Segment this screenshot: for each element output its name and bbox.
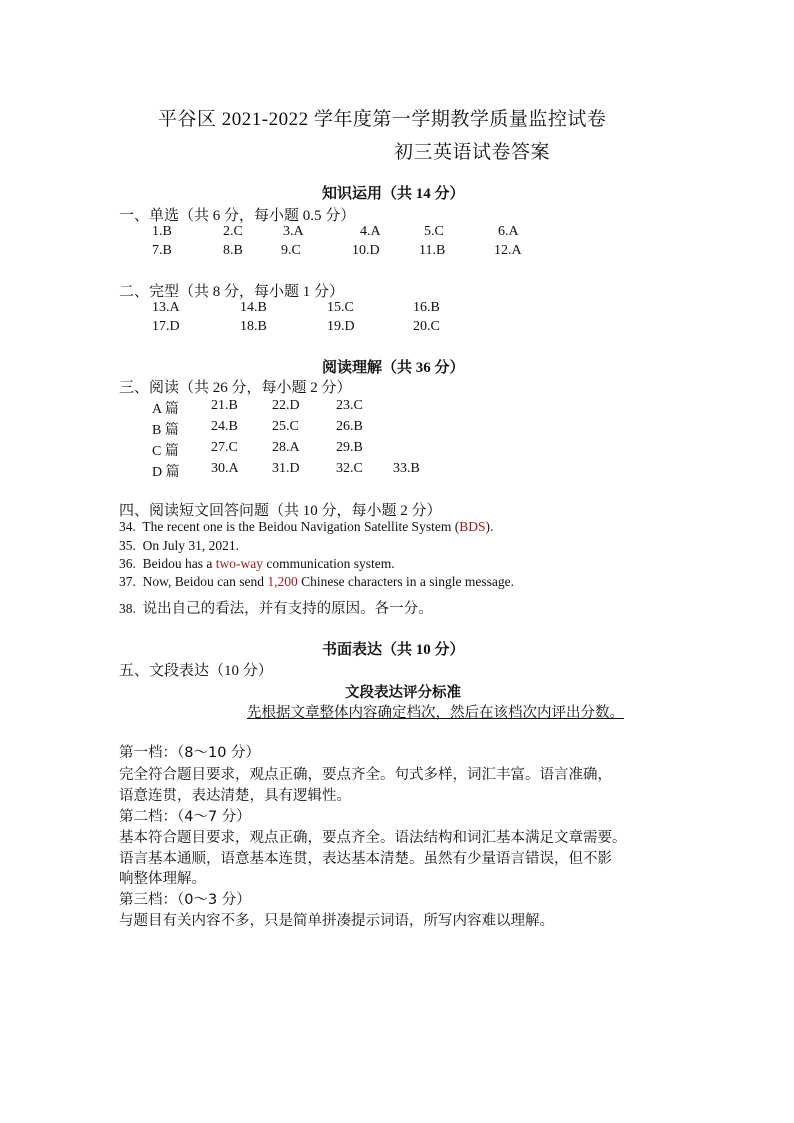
part2-answer-row-1 [0, 300, 794, 320]
answer: 4.A [360, 224, 381, 239]
scoring-standard-note: 先根据文章整体内容确定档次，然后在该档次内评出分数。 [247, 705, 624, 721]
answer: 26.B [336, 419, 363, 434]
part5-heading: 五、文段表达（10 分） [119, 663, 273, 679]
answer: 20.C [413, 319, 440, 334]
answer: 10.D [352, 243, 380, 258]
part2-heading: 二、完型（共 8 分，每小题 1 分） [119, 284, 345, 300]
answer-text: The recent one is the Beidou Navigation Satellite System ( [142, 519, 460, 534]
answer: 28.A [272, 440, 300, 455]
highlight-text: BDS [459, 519, 486, 534]
answer-text: Chinese characters in a single message. [297, 574, 515, 589]
answer: 18.B [240, 319, 267, 334]
answer: 9.C [281, 243, 301, 258]
question-number: 36. [119, 556, 136, 571]
answer-text: 说出自己的看法，并有支持的原因。各一分。 [142, 601, 433, 617]
answer: 24.B [211, 419, 238, 434]
answer-text: Beidou has a [142, 556, 216, 571]
answer-text: On July 31, 2021. [142, 538, 240, 553]
answer: 25.C [272, 419, 299, 434]
highlight-text: 1,200 [267, 574, 298, 589]
answer: 31.D [272, 461, 300, 476]
highlight-text: two-way [215, 556, 263, 571]
answer: 22.D [272, 398, 300, 413]
answer: 17.D [152, 319, 180, 334]
level2-line2: 语言基本通顺，语意基本连贯，表达基本清楚。虽然有少量语言错误，但不影 [119, 851, 612, 867]
level3-title: 第三档：（0～3 分） [119, 892, 251, 908]
answer: 27.C [211, 440, 238, 455]
question-number: 38. [119, 601, 136, 616]
answer-text: ). [485, 519, 494, 534]
part3-row-d [0, 461, 794, 481]
question-number: 34. [119, 519, 136, 534]
part3-heading: 三、阅读（共 26 分，每小题 2 分） [119, 380, 352, 396]
part1-answer-row-1 [0, 224, 794, 244]
passage-label: A 篇 [152, 402, 179, 417]
answer: 30.A [211, 461, 239, 476]
answer: 33.B [393, 461, 420, 476]
section-heading-knowledge: 知识运用（共 14 分） [322, 186, 465, 202]
level1-line1: 完全符合题目要求，观点正确，要点齐全。句式多样，词汇丰富。语言准确， [119, 767, 612, 783]
answer: 6.A [498, 224, 519, 239]
answer: 21.B [211, 398, 238, 413]
section-heading-writing: 书面表达（共 10 分） [322, 642, 465, 658]
question-number: 37. [119, 574, 136, 589]
answer-36 [119, 556, 395, 572]
passage-label: B 篇 [152, 423, 179, 438]
document-title: 平谷区 2021-2022 学年度第一学期教学质量监控试卷 [158, 109, 607, 130]
passage-label: C 篇 [152, 444, 179, 459]
answer: 14.B [240, 300, 267, 315]
answer: 3.A [283, 224, 304, 239]
answer: 1.B [152, 224, 172, 239]
answer: 19.D [327, 319, 355, 334]
level2-line1: 基本符合题目要求，观点正确，要点齐全。语法结构和词汇基本满足文章需要。 [119, 830, 627, 846]
answer: 2.C [223, 224, 243, 239]
part1-heading: 一、单选（共 6 分，每小题 0.5 分） [119, 208, 356, 224]
answer: 8.B [223, 243, 243, 258]
answer: 29.B [336, 440, 363, 455]
passage-label: D 篇 [152, 465, 180, 480]
answer: 15.C [327, 300, 354, 315]
part3-row-b [0, 419, 794, 439]
answer-text: communication system. [263, 556, 395, 571]
answer: 7.B [152, 243, 172, 258]
answer-text: Now, Beidou can send [142, 574, 268, 589]
answer: 12.A [494, 243, 522, 258]
answer: 13.A [152, 300, 180, 315]
level1-title: 第一档：（8～10 分） [119, 745, 261, 761]
part3-row-a [0, 398, 794, 418]
part3-row-c [0, 440, 794, 460]
answer: 16.B [413, 300, 440, 315]
document-subtitle: 初三英语试卷答案 [394, 142, 551, 163]
section-heading-reading: 阅读理解（共 36 分） [322, 360, 465, 376]
question-number: 35. [119, 538, 136, 553]
scoring-standard-title: 文段表达评分标准 [345, 685, 461, 701]
answer: 5.C [424, 224, 444, 239]
part1-answer-row-2 [0, 243, 794, 263]
answer: 32.C [336, 461, 363, 476]
answer-38 [119, 597, 433, 618]
answer-37 [119, 574, 514, 590]
level3-line1: 与题目有关内容不多，只是简单拼凑提示词语，所写内容难以理解。 [119, 913, 554, 929]
answer: 11.B [419, 243, 446, 258]
level1-line2: 语意连贯，表达清楚，具有逻辑性。 [119, 788, 351, 804]
answer-35 [119, 538, 239, 554]
answer: 23.C [336, 398, 363, 413]
level2-title: 第二档：（4～7 分） [119, 809, 251, 825]
answer-34 [119, 519, 493, 535]
part4-heading: 四、阅读短文回答问题（共 10 分，每小题 2 分） [119, 503, 442, 519]
part2-answer-row-2 [0, 319, 794, 339]
level2-line3: 响整体理解。 [119, 871, 206, 887]
